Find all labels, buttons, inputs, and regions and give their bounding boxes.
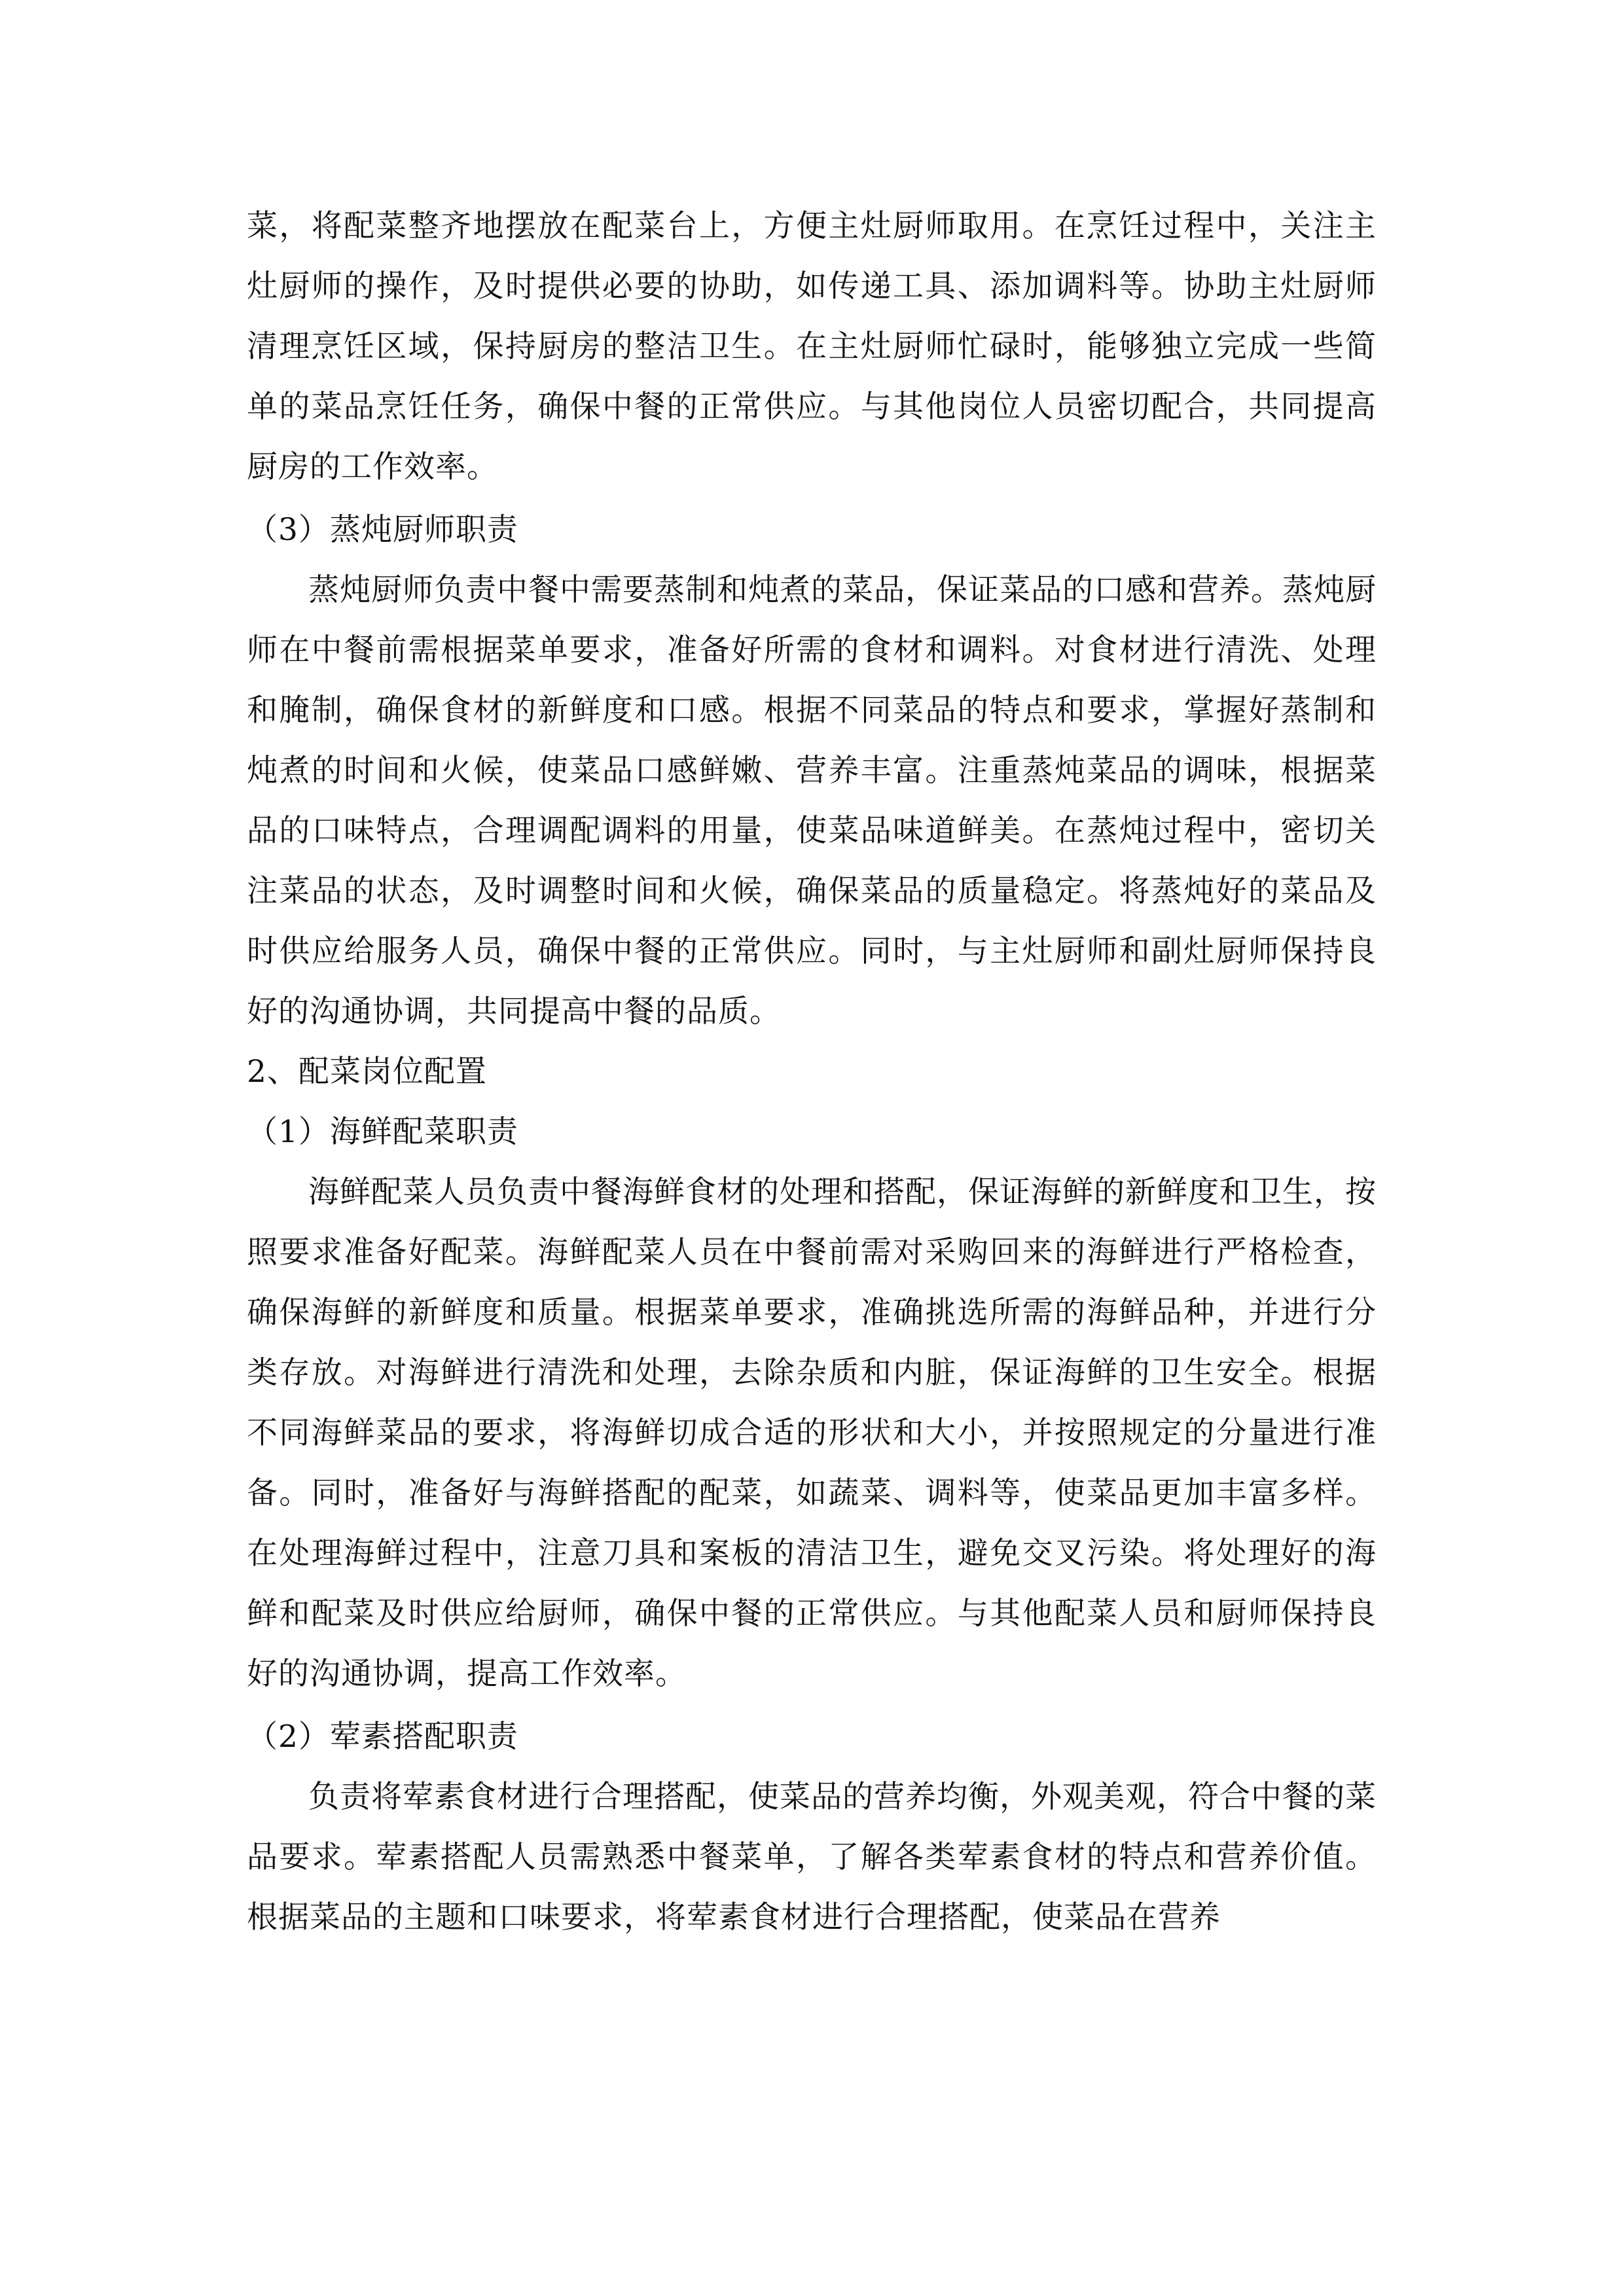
document-body (247, 196, 1377, 1948)
section-2-paragraph: 负责将荤素食材进行合理搭配，使菜品的营养均衡，外观美观，符合中餐的菜品要求。荤素搭配人员需熟悉中餐菜单，了解各类荤素食材的特点和营养价值。根据菜品的主题和口味要求，将荤素食材进行合理搭配，使菜品在营养 (247, 1779, 1377, 1935)
continuation-paragraph: 菜，将配菜整齐地摆放在配菜台上，方便主灶厨师取用。在烹饪过程中，关注主灶厨师的操作，及时提供必要的协助，如传递工具、添加调料等。协助主灶厨师清理烹饪区域，保持厨房的整洁卫生。在主灶厨师忙碌时，能够独立完成一些简单的菜品烹饪任务，确保中餐的正常供应。与其他岗位人员密切配合，共同提高厨房的工作效率。 (247, 208, 1377, 485)
section-1-paragraph: 海鲜配菜人员负责中餐海鲜食材的处理和搭配，保证海鲜的新鲜度和卫生，按照要求准备好配菜。海鲜配菜人员在中餐前需对采购回来的海鲜进行严格检查，确保海鲜的新鲜度和质量。根据菜单要求，准确挑选所需的海鲜品种，并进行分类存放。对海鲜进行清洗和处理，去除杂质和内脏，保证海鲜的卫生安全。根据不同海鲜菜品的要求，将海鲜切成合适的形状和大小，并按照规定的分量进行准备。同时，准备好与海鲜搭配的配菜，如蔬菜、调料等，使菜品更加丰富多样。在处理海鲜过程中，注意刀具和案板的清洁卫生，避免交叉污染。将处理好的海鲜和配菜及时供应给厨师，确保中餐的正常供应。与其他配菜人员和厨师保持良好的沟通协调，提高工作效率。 (247, 1174, 1377, 1692)
section-3-title: （3）蒸炖厨师职责 (247, 512, 518, 548)
section-3-paragraph: 蒸炖厨师负责中餐中需要蒸制和炖煮的菜品，保证菜品的口感和营养。蒸炖厨师在中餐前需根据菜单要求，准备好所需的食材和调料。对食材进行清洗、处理和腌制，确保食材的新鲜度和口感。根据不同菜品的特点和要求，掌握好蒸制和炖煮的时间和火候，使菜品口感鲜嫩、营养丰富。注重蒸炖菜品的调味，根据菜品的口味特点，合理调配调料的用量，使菜品味道鲜美。在蒸炖过程中，密切关注菜品的状态，及时调整时间和火候，确保菜品的质量稳定。将蒸炖好的菜品及时供应给服务人员，确保中餐的正常供应。同时，与主灶厨师和副灶厨师保持良好的沟通协调，共同提高中餐的品质。 (247, 572, 1377, 1030)
heading-2: 2、配菜岗位配置 (247, 1054, 487, 1090)
section-1-title: （1）海鲜配菜职责 (247, 1114, 518, 1150)
section-2-title: （2）荤素搭配职责 (247, 1719, 518, 1755)
